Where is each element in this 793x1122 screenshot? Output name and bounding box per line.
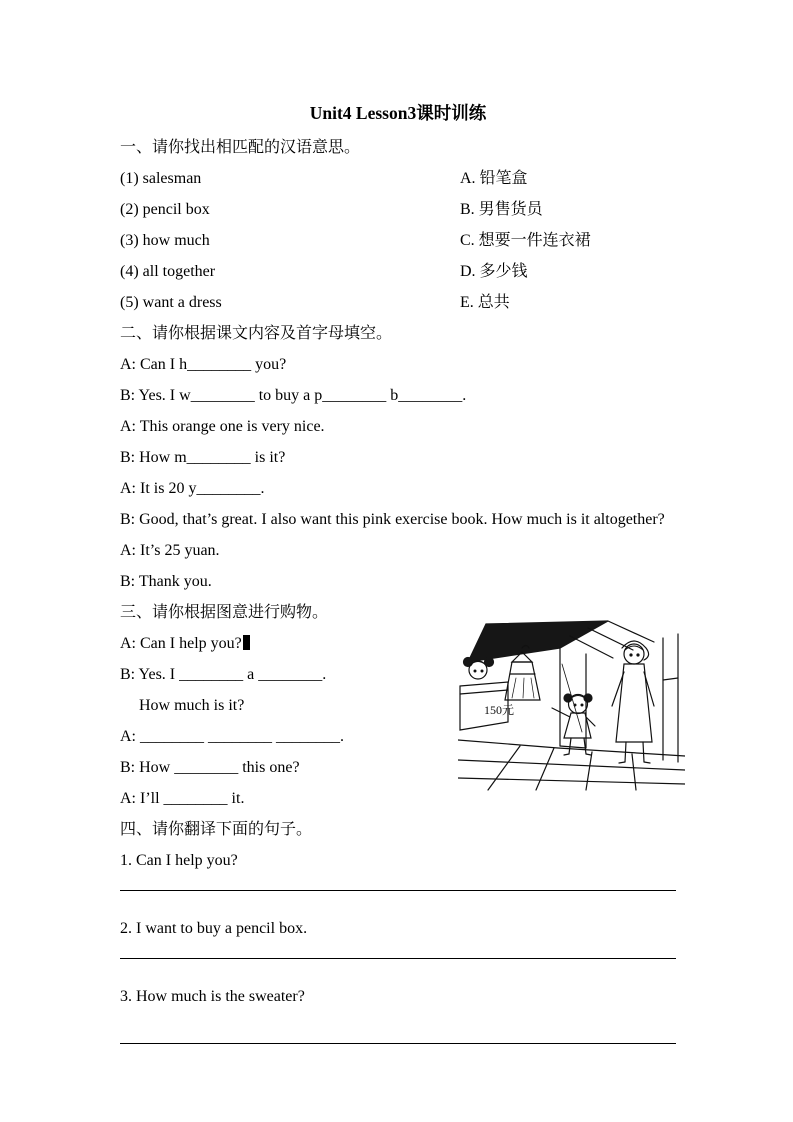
dialogue-line: A: This orange one is very nice.: [120, 418, 325, 435]
dialogue-line: A: It’s 25 yuan.: [120, 542, 220, 559]
match-english: (1) salesman: [120, 170, 202, 187]
match-english: (3) how much: [120, 232, 210, 249]
match-chinese: C. 想要一件连衣裙: [460, 232, 591, 249]
worksheet-content: [120, 94, 676, 1066]
price-tag-label: 150元: [484, 703, 515, 717]
match-row: [120, 163, 676, 194]
match-chinese: E. 总共: [460, 294, 510, 311]
dialogue-line: B: Yes. I ________ a ________.: [120, 666, 327, 683]
section2-heading: 二、请你根据课文内容及首字母填空。: [120, 325, 393, 342]
translation-sentence: 2. I want to buy a pencil box.: [120, 920, 308, 937]
section-matching: [120, 132, 676, 318]
shop-illustration: [458, 620, 685, 792]
match-row: [120, 256, 676, 287]
answer-line: [120, 1012, 676, 1044]
dialogue-line: A: I’ll ________ it.: [120, 790, 245, 807]
text-cursor: [243, 635, 250, 650]
match-row: [120, 194, 676, 225]
dialogue-line: A: ________ ________ ________.: [120, 728, 344, 745]
dialogue-line: B: Thank you.: [120, 573, 212, 590]
dialogue-line: B: Good, that’s great. I also want this pink exercise book. How much is it altogether?: [120, 511, 665, 528]
match-chinese: D. 多少钱: [460, 263, 528, 280]
dialogue-line: How much is it?: [139, 697, 245, 714]
translation-sentence: 3. How much is the sweater?: [120, 988, 305, 1005]
section3-heading: 三、请你根据图意进行购物。: [120, 604, 329, 621]
match-row: [120, 287, 676, 318]
dialogue-line: A: It is 20 y________.: [120, 480, 265, 497]
dialogue-text: A: Can I help you?: [120, 635, 242, 652]
answer-line: [120, 876, 676, 891]
match-english: (2) pencil box: [120, 201, 210, 218]
section4-heading: 四、请你翻译下面的句子。: [120, 821, 313, 838]
match-english: (4) all together: [120, 263, 216, 280]
dialogue-line: B: How ________ this one?: [120, 759, 300, 776]
match-english: (5) want a dress: [120, 294, 222, 311]
section1-heading: 一、请你找出相匹配的汉语意思。: [120, 139, 361, 156]
section-fill-blanks: [120, 318, 676, 597]
answer-line: [120, 944, 676, 959]
page-title: Unit4 Lesson3课时训练: [309, 103, 487, 123]
dialogue-line: A: Can I h________ you?: [120, 356, 287, 373]
dialogue-line: B: Yes. I w________ to buy a p________ b________.: [120, 387, 467, 404]
match-chinese: B. 男售货员: [460, 201, 543, 218]
section-translation: [120, 814, 676, 1044]
translation-sentence: 1. Can I help you?: [120, 852, 238, 869]
dialogue-line: B: How m________ is it?: [120, 449, 286, 466]
match-row: [120, 225, 676, 256]
match-chinese: A. 铅笔盒: [460, 170, 528, 187]
